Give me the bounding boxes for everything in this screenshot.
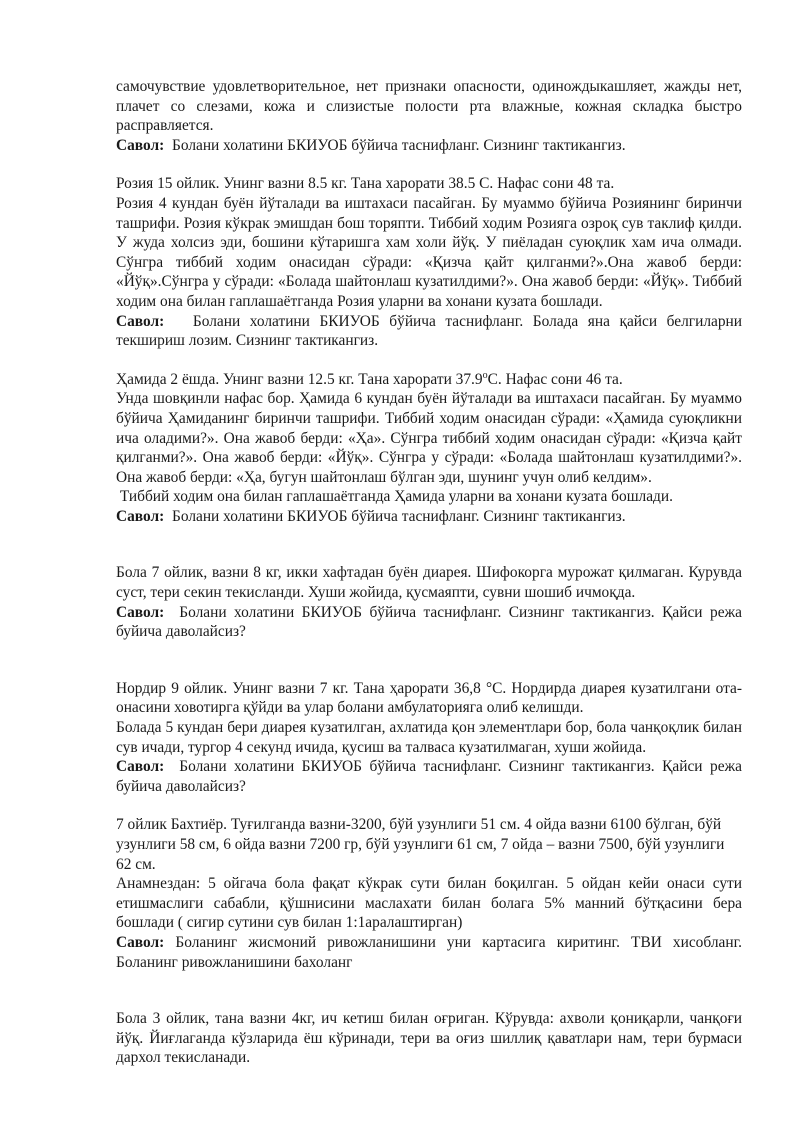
case-4-text: Бола 7 ойлик, вазни 8 кг, икки хафтадан буён диарея. Шифокорга мурожат қилмаган. Курувда суст, тери секин текисланди. Хуши жойида, қусмаяпти, сувни шошиб ичмоқда. [116,564,742,602]
question-text: Болани холатини БКИУОБ бўйича таснифланг. Сизнинг тактикангиз. Қайси режа буйича даволайсиз? [116,603,742,641]
case-7-text: Бола 3 ойлик, тана вазни 4кг, ич кетиш билан оғриган. Кўрувда: ахволи қониқарли, чанқоғи йўқ. Йиғлаганда кўзларида ёш кўринади, тери ва оғиз шиллиқ қаватлари нам, тери бурмаси дархол текисланади. [116,1010,742,1067]
case-5-text: Нордир 9 ойлик. Унинг вазни 7 кг. Тана ҳарорати 36,8 °С. Нордирда диарея кузатилгани ота-онасини ховотирга қўйди ва улар болани амбулаторияга олиб келишди. [116,679,742,717]
spacer [116,972,742,1009]
case-3-text-2: Тиббий ходим она билан гаплашаётганда Ҳамида уларни ва хонани кузата бошлади. [116,488,673,506]
case-3-vitals [116,370,742,390]
case-2-question [116,312,742,351]
question-label: Савол: [116,603,165,621]
case-3-text: Унда шовқинли нафас бор. Ҳамида 6 кундан буён йўталади ва иштахаси пасайган. Бу муаммо бўйича Ҳамиданинг биринчи ташрифи. Тиббий ходим онасидан сўради: «Ҳамида суюқликни ича оладими?». Она жавоб берди: «Ҳа». Сўнгра тиббий ходим онасидан сўради: «Қизча қайт қилганми?». Она жавоб берди: «Йўқ». Сўнгра у сўради: «Болада шайтонлаш кузатилдими?». Она жавоб берди: «Ҳа, бугун шайтонлаш бўлган эди, шунинг учун олиб келдим». [116,390,742,486]
case-1-question [116,136,742,156]
case-6-question [116,933,742,972]
case-1-text: самочувствие удовлетворительное, нет признаки опасности, одинождыкашляет, жажды нет, плачет со слезами, кожа и слизистые полости рта влажные, кожная складка быстро расправляется. [116,78,742,135]
spacer [116,526,742,563]
question-text: Болани холатини БКИУОБ бўйича таснифланг. Болада яна қайси белгиларни текшириш лозим. Сизнинг тактикангиз. [116,312,742,350]
question-label: Савол: [116,507,165,525]
case-2-vitals: Розия 15 ойлик. Унинг вазни 8.5 кг. Тана харорати 38.5 С. Нафас сони 48 та. [116,175,615,193]
spacer [116,642,742,679]
case-2-text: Розия 4 кундан буён йўталади ва иштахаси пасайган. Бу муаммо бўйича Розиянинг биринчи ташрифи. Розия кўкрак эмишдан бош торяпти. Тиббий ходим Розияга озроқ сув таклиф қилди. У жуда холсиз эди, бошини кўтаришга хам холи йўқ. У пиёладан суюқлик хам ича олмади. Сўнгра тиббий ходим онасидан сўради: «Қизча қайт қилганми?».Она жавоб берди: «Йўқ».Сўнгра у сўради: «Болада шайтонлаш кузатилдими?». Она жавоб берди: «Йўқ». Тиббий ходим она билан гаплашаётганда Розия уларни ва хонани кузата бошлади. [116,194,742,310]
case-5-question [116,757,742,796]
case-5-text-2: Болада 5 кундан бери диарея кузатилган, ахлатида қон элементлари бор, бола чанқоқлик билан сув ичади, тургор 4 секунд ичида, қусиш ва талваса кузатилмаган, хуши жойида. [116,719,742,756]
question-text: Боланинг жисмоний ривожланишини уни картасига киритинг. ТВИ хисобланг. Боланинг ривожланишини бахоланг [116,933,742,971]
spacer [116,155,742,174]
case-6-text-2: Анамнездан: 5 ойгача бола фақат кўкрак сути билан боқилган. 5 ойдан кейи онаси сути етишмаслиги сабабли, қўшнисини маслахати билан болага 5% манний бўтқасини бера бошлади ( сигир сутини сув билан 1:1аралаштирган) [116,875,742,932]
question-text: Болани холатини БКИУОБ бўйича таснифланг. Сизнинг тактикангиз. [171,507,626,525]
degree-mark: о [482,369,488,381]
spacer [116,351,742,370]
case-3-vitals-a: Ҳамида 2 ёшда. Унинг вазни 12.5 кг. Тана харорати 37.9 [116,370,483,388]
case-3-vitals-b: С. Нафас сони 46 та. [487,370,623,388]
question-label: Савол: [116,136,165,154]
question-text: Болани холатини БКИУОБ бўйича таснифланг. Сизнинг тактикангиз. [171,136,626,154]
question-label: Савол: [116,312,165,330]
spacer [116,796,742,815]
document-body [116,77,742,1068]
case-4-question [116,603,742,642]
case-6-text: 7 ойлик Бахтиёр. Туғилганда вазни-3200, бўй узунлиги 51 см. 4 ойда вазни 6100 бўлган, бўй узунлиги 58 см, 6 ойда вазни 7200 гр, бўй узунлиги 61 см, 7 ойда – вазни 7500, бўй узунлиги 62 см. [116,816,725,873]
question-label: Савол: [116,933,165,951]
question-text: Болани холатини БКИУОБ бўйича таснифланг. Сизнинг тактикангиз. Қайси режа буйича даволайсиз? [116,758,742,795]
question-label: Савол: [116,758,165,776]
case-3-question [116,507,742,527]
